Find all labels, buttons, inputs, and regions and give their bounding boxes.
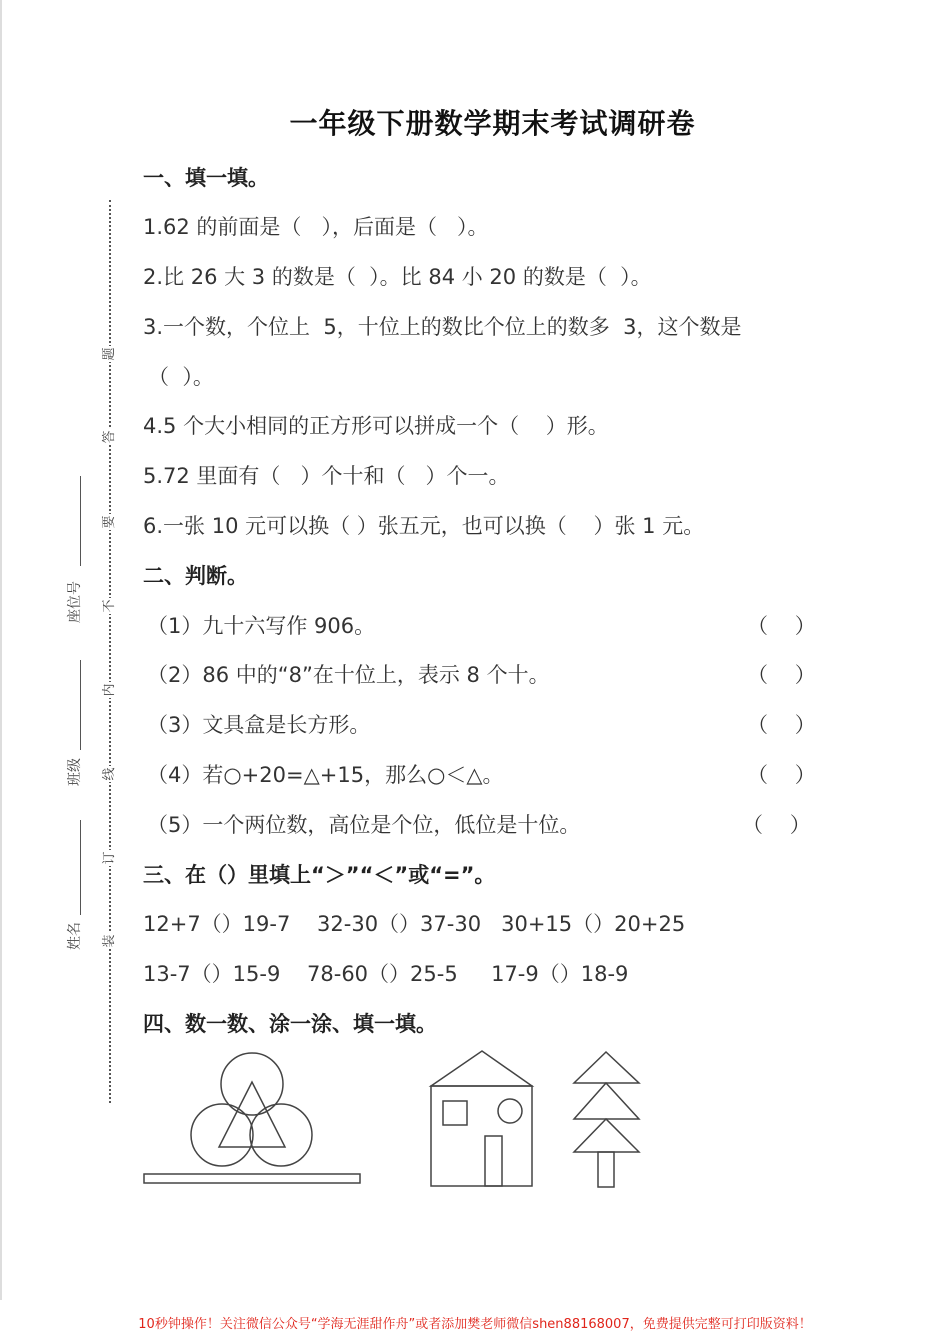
judge-statement: （4）若○+20=△+15，那么○＜△。 [147,763,504,787]
compare-row: 13-7（）15-9 78-60（）25-5 17-9（）18-9 [143,962,629,986]
question-4: 4.5 个大小相同的正方形可以拼成一个（ ）形。 [143,414,609,438]
question-3: 3.一个数，个位上 5，十位上的数比个位上的数多 3，这个数是 [143,315,742,339]
page-edge [0,0,2,1300]
binding-char: 内 [102,683,117,697]
page-title: 一年级下册数学期末考试调研卷 [289,107,696,140]
promo-footer: 10秒钟操作！关注微信公众号“学海无涯甜作舟”或者添加樊老师微信shen88168007，免费提供完整可打印版资料！ [138,1317,812,1332]
seat-number-label: 座位号 [67,581,83,623]
circles-triangle-figure [144,1053,360,1183]
judge-answer-blank[interactable]: （ ） [747,713,816,737]
section-heading-compare: 三、在（）里填上“＞”“＜”或“=”。 [143,863,496,887]
question-1: 1.62 的前面是（ ），后面是（ ）。 [143,215,489,239]
question-5: 5.72 里面有（ ）个十和（ ）个一。 [143,464,510,488]
tree-figure [574,1052,639,1187]
house-figure [431,1051,532,1186]
judge-statement: （1）九十六写作 906。 [147,614,376,638]
binding-line [109,200,111,1103]
binding-char: 要 [102,515,117,529]
binding-char: 不 [102,599,117,613]
shapes-figures [140,1040,660,1192]
question-6: 6.一张 10 元可以换（ ）张五元，也可以换（ ）张 1 元。 [143,514,705,538]
section-heading-fill: 一、填一填。 [143,166,269,190]
judge-statement: （3）文具盒是长方形。 [147,713,371,737]
class-label: 班级 [67,758,83,786]
compare-row: 12+7（）19-7 32-30（）37-30 30+15（）20+25 [143,912,686,936]
judge-answer-blank[interactable]: （ ） [742,813,811,837]
judge-answer-blank[interactable]: （ ） [747,614,816,638]
question-3-continued: （ ）。 [148,365,214,389]
question-2: 2.比 26 大 3 的数是（ ）。比 84 小 20 的数是（ ）。 [143,265,652,289]
section-heading-count: 四、数一数、涂一涂、填一填。 [143,1012,437,1036]
judge-statement: （2）86 中的“8”在十位上，表示 8 个十。 [147,663,550,687]
seat-number-blank[interactable] [80,476,81,566]
binding-char: 题 [102,347,117,361]
judge-statement: （5）一个两位数，高位是个位，低位是十位。 [147,813,581,837]
judge-answer-blank[interactable]: （ ） [747,763,816,787]
binding-char: 线 [102,767,117,781]
binding-char: 订 [102,851,117,865]
judge-answer-blank[interactable]: （ ） [747,663,816,687]
name-label: 姓名 [67,922,83,950]
binding-char: 答 [102,430,117,444]
section-heading-judge: 二、判断。 [143,564,248,588]
binding-char: 装 [102,934,117,948]
